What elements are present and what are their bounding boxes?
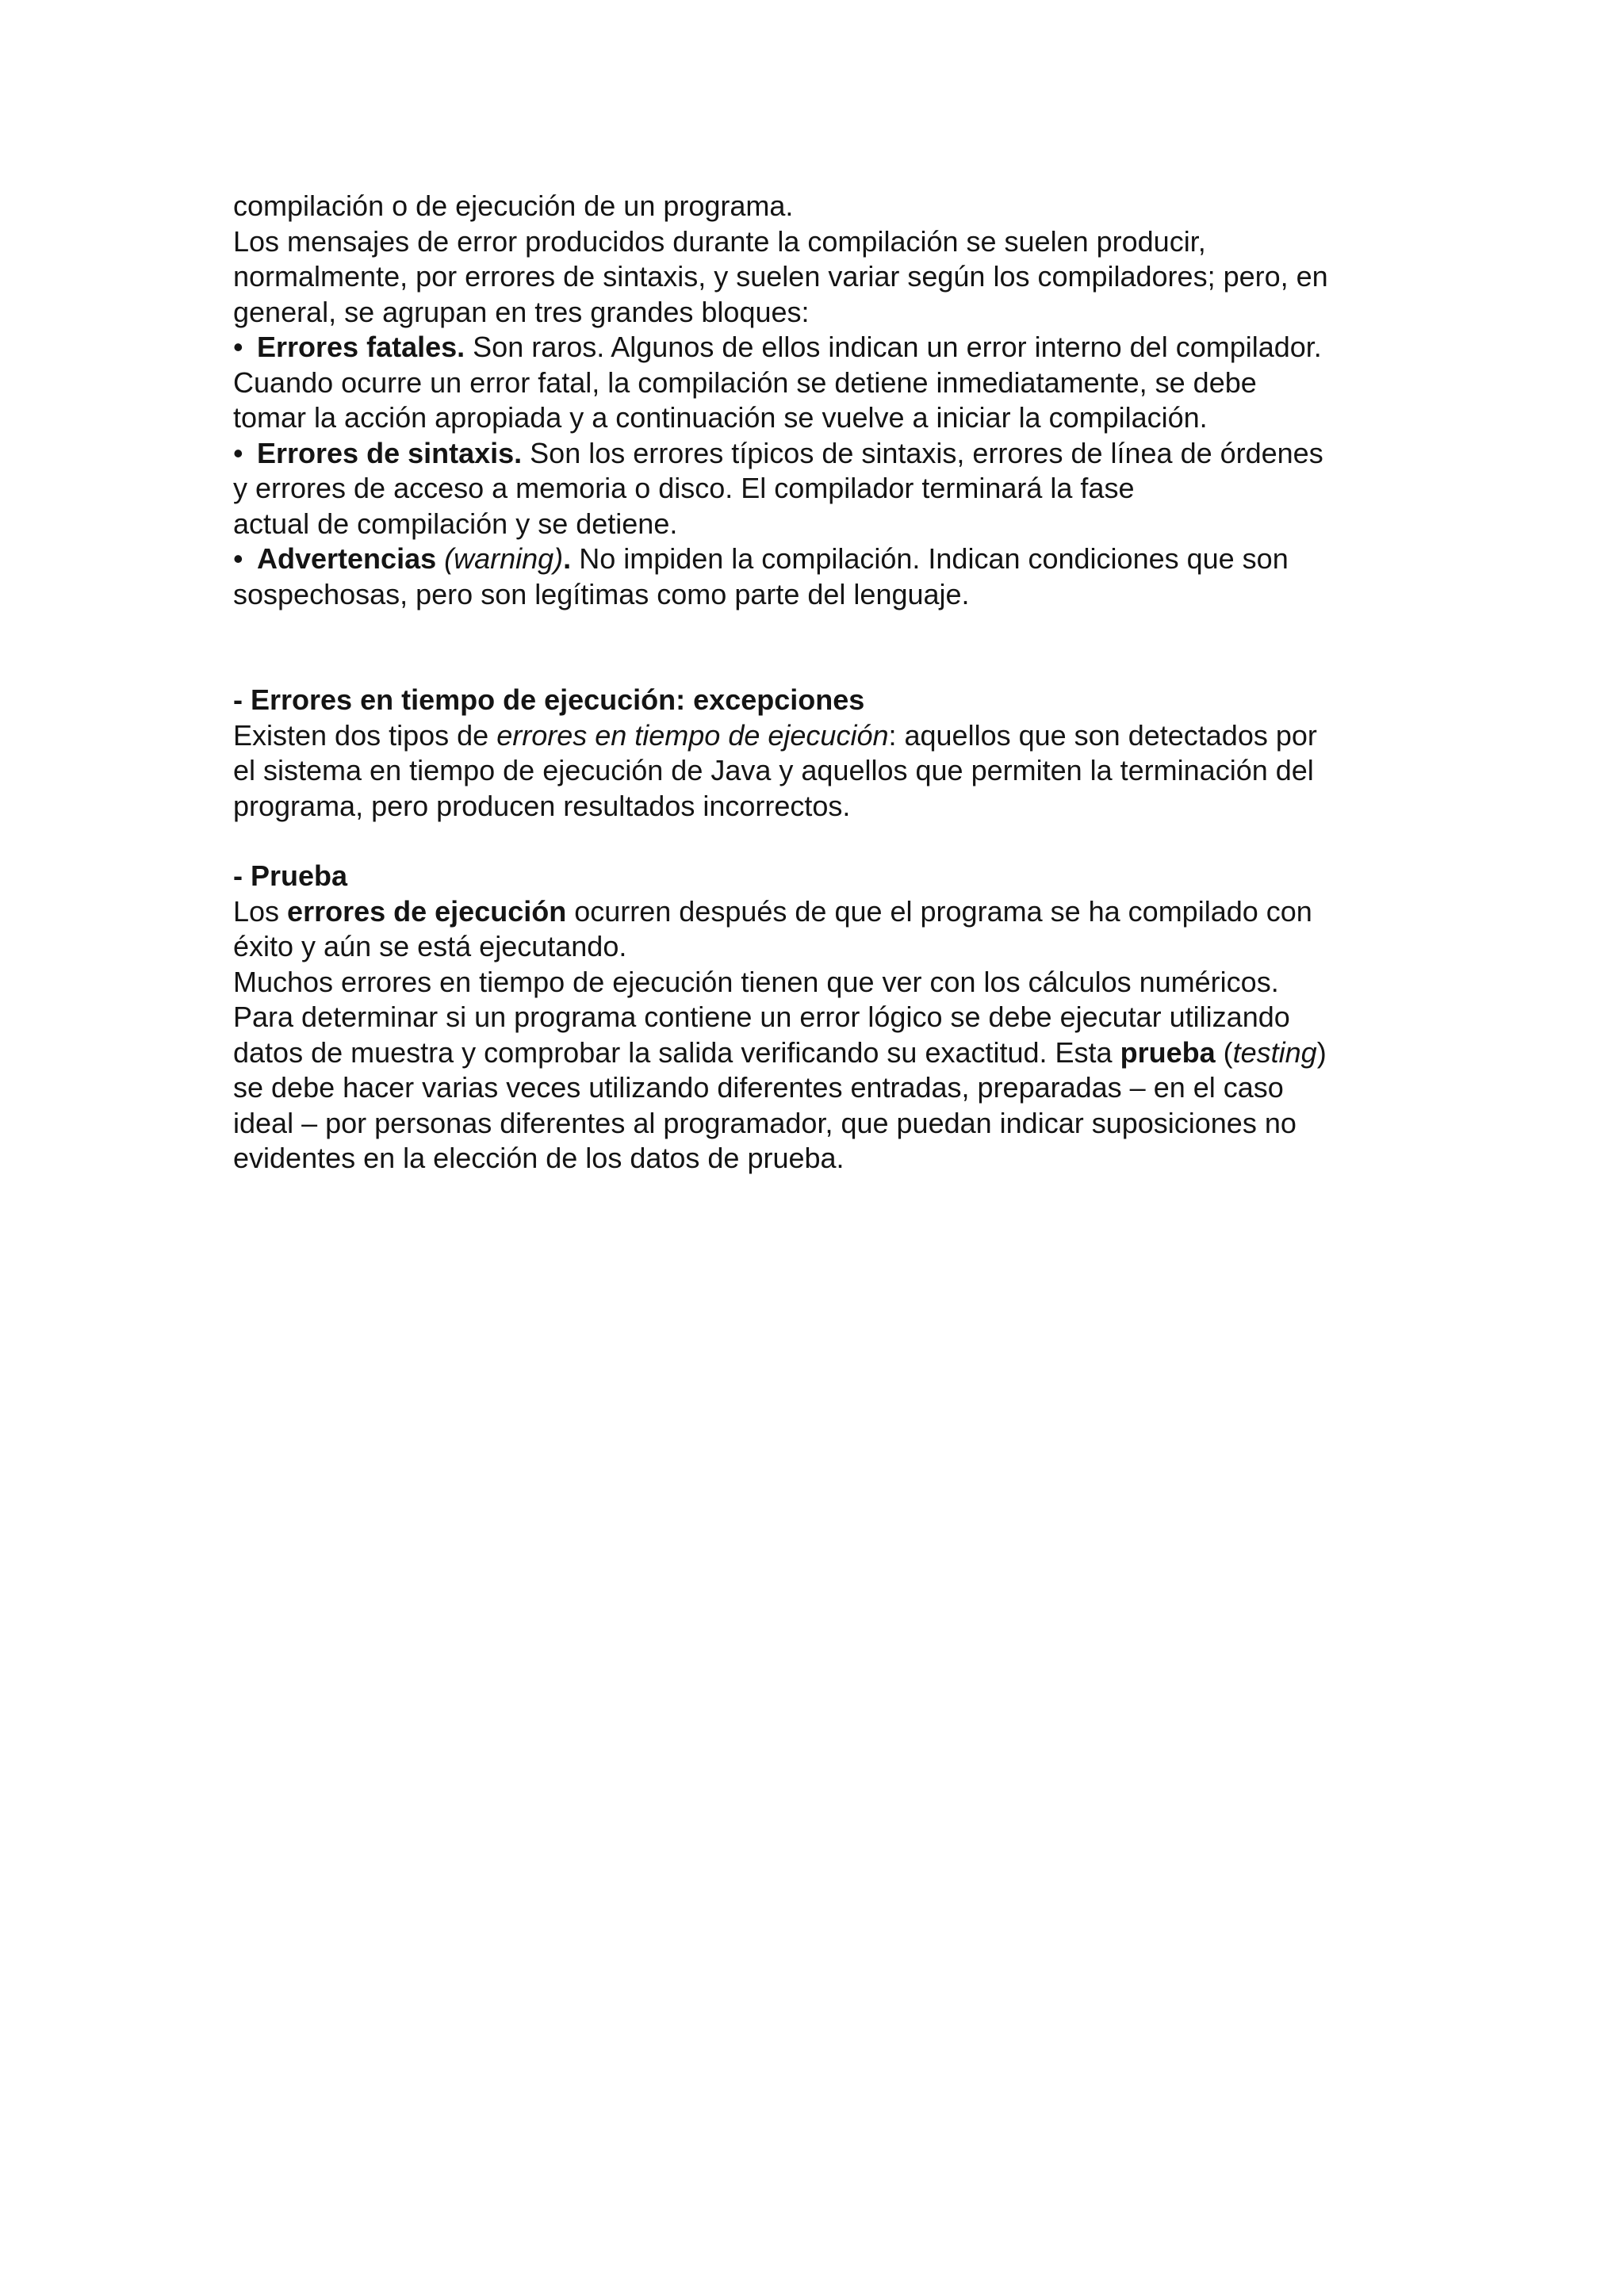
bullet-label-end: . <box>563 542 572 575</box>
paragraph-text: programa, pero producen resultados incorrectos. <box>233 789 851 822</box>
bullet-icon: • <box>233 436 243 469</box>
bullet-text: Son raros. Algunos de ellos indican un error interno del compilador. <box>465 331 1322 363</box>
intro-line: normalmente, por errores de sintaxis, y suelen variar según los compiladores; pero, en <box>233 260 1328 293</box>
bullet-text: tomar la acción apropiada y a continuación se vuelve a iniciar la compilación. <box>233 401 1208 434</box>
bullet-item-errores-sintaxis <box>233 436 1399 542</box>
paragraph-text: Para determinar si un programa contiene un error lógico se debe ejecutar utilizando <box>233 1001 1290 1033</box>
paragraph-text: : aquellos que son detectados por <box>888 718 1317 752</box>
bullet-text: y errores de acceso a memoria o disco. El compilador terminará la fase <box>233 472 1135 504</box>
section-spacer <box>233 612 1399 683</box>
paragraph-text: ideal – por personas diferentes al programador, que puedan indicar suposiciones no <box>233 1106 1297 1139</box>
bullet-item-advertencias <box>233 541 1399 612</box>
bullet-item-errores-fatales <box>233 330 1399 436</box>
intro-line: Los mensajes de error producidos durante la compilación se suelen producir, <box>233 224 1206 258</box>
intro-line: general, se agrupan en tres grandes bloques: <box>233 295 810 328</box>
paragraph-text: el sistema en tiempo de ejecución de Java y aquellos que permiten la terminación del <box>233 754 1314 786</box>
bullet-icon: • <box>233 331 243 363</box>
document-page <box>233 189 1399 1177</box>
paragraph-text: datos de muestra y comprobar la salida verificando su exactitud. Esta <box>233 1035 1120 1069</box>
bullet-text: actual de compilación y se detiene. <box>233 507 678 540</box>
bullet-text: Son los errores típicos de sintaxis, errores de línea de órdenes <box>522 436 1323 469</box>
bullet-label: Advertencias <box>257 542 437 575</box>
bullet-label: Errores de sintaxis. <box>257 436 523 469</box>
section-heading: - Prueba <box>233 859 348 892</box>
paragraph-text: ( <box>1215 1035 1233 1069</box>
bold-term: prueba <box>1120 1035 1216 1069</box>
italic-term: testing <box>1232 1035 1317 1069</box>
bullet-text: sospechosas, pero son legítimas como parte del lenguaje. <box>233 577 970 610</box>
paragraph-text: se debe hacer varias veces utilizando diferentes entradas, preparadas – en el caso <box>233 1071 1284 1104</box>
runtime-errors-section <box>233 683 1399 824</box>
bullet-label-italic: (warning) <box>436 542 564 575</box>
paragraph-text: Muchos errores en tiempo de ejecución tienen que ver con los cálculos numéricos. <box>233 965 1279 998</box>
bullet-text: No impiden la compilación. Indican condiciones que son <box>571 542 1289 575</box>
intro-paragraph <box>233 189 1399 330</box>
section-heading: - Errores en tiempo de ejecución: excepciones <box>233 683 865 716</box>
paragraph-text: Existen dos tipos de <box>233 718 497 752</box>
paragraph-text: ocurren después de que el programa se ha compilado con <box>566 894 1312 928</box>
test-section <box>233 859 1399 1177</box>
italic-term: errores en tiempo de ejecución <box>496 718 889 752</box>
bold-term: errores de ejecución <box>287 894 567 928</box>
paragraph-text: evidentes en la elección de los datos de prueba. <box>233 1142 845 1174</box>
bullet-label: Errores fatales. <box>257 331 465 363</box>
intro-line: compilación o de ejecución de un programa. <box>233 189 794 222</box>
paragraph-text: Los <box>233 894 288 928</box>
section-spacer <box>233 824 1399 859</box>
paragraph-text: ) <box>1316 1035 1327 1069</box>
bullet-icon: • <box>233 542 243 575</box>
paragraph-text: éxito y aún se está ejecutando. <box>233 930 627 962</box>
bullet-text: Cuando ocurre un error fatal, la compilación se detiene inmediatamente, se debe <box>233 365 1257 399</box>
